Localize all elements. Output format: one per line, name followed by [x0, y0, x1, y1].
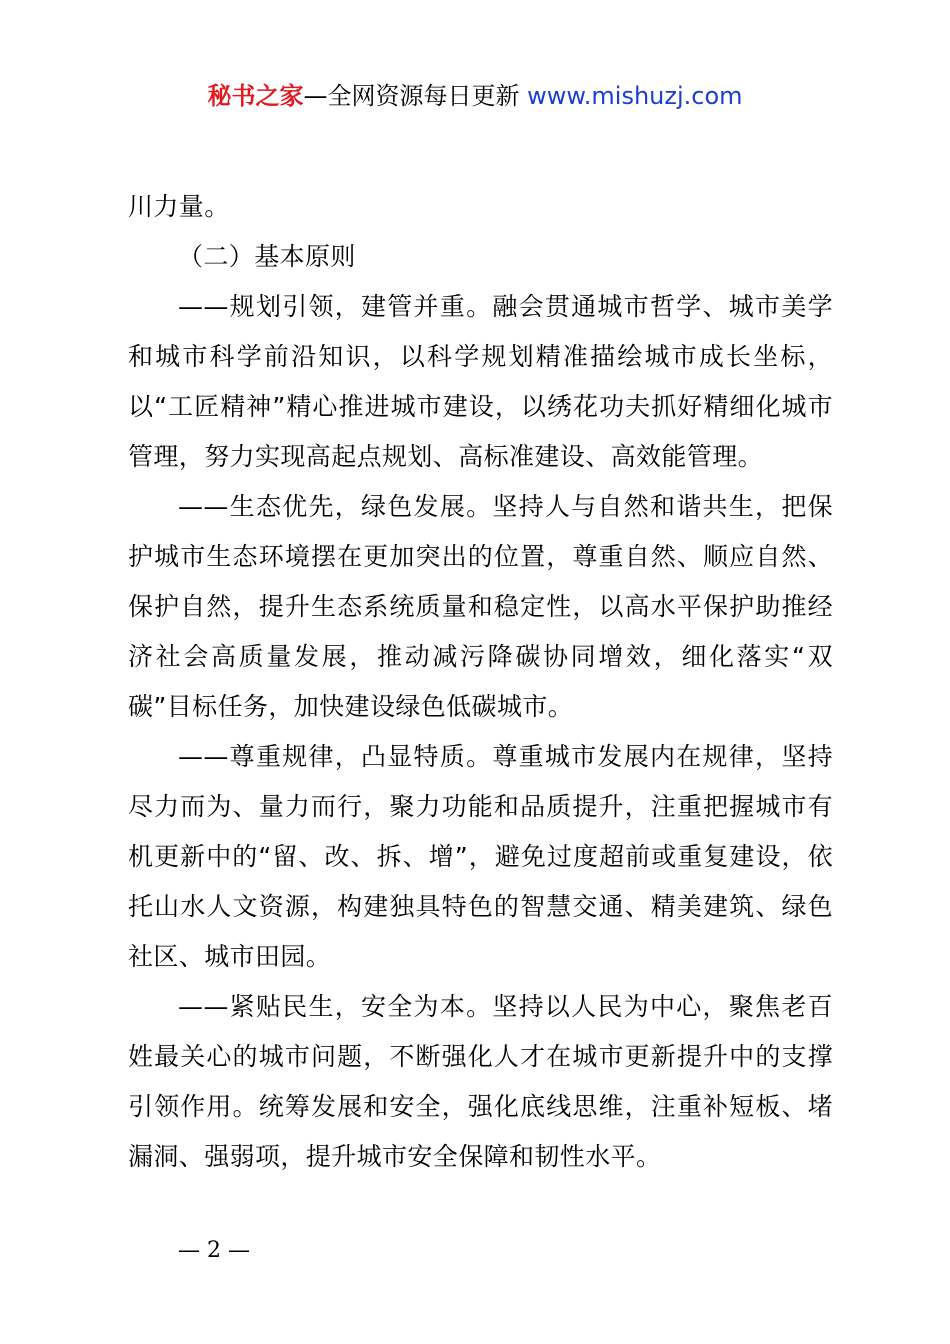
page-number: — 2 — [178, 1238, 250, 1263]
paragraph-planning: ——规划引领，建管并重。融会贯通城市哲学、城市美学和城市科学前沿知识，以科学规划精准描绘城市成长坐标，以“工匠精神”精心推进城市建设，以绣花功夫抓好精细化城市管理，努力实现高起点规划、高标准建设、高效能管理。 [128, 292, 833, 471]
paragraph-ecology: ——生态优先，绿色发展。坚持人与自然和谐共生，把保护城市生态环境摆在更加突出的位置，尊重自然、顺应自然、保护自然，提升生态系统质量和稳定性，以高水平保护助推经济社会高质量发展，推动减污降碳协同增效，细化落实“双碳”目标任务，加快建设绿色低碳城市。 [128, 492, 833, 721]
brand-tagline: —全网资源每日更新 [303, 82, 520, 110]
section-heading: （二）基本原则 [178, 242, 356, 271]
paragraph-livelihood: ——紧贴民生，安全为本。坚持以人民为中心，聚焦老百姓最关心的城市问题，不断强化人才在城市更新提升中的支撑引领作用。统筹发展和安全，强化底线思维，注重补短板、堵漏洞、强弱项，提升城市安全保障和韧性水平。 [128, 992, 833, 1171]
site-url[interactable]: www.mishuzj.com [527, 82, 743, 110]
paragraph-continuation: 川力量。 [128, 192, 230, 221]
brand-name: 秘书之家 [207, 82, 304, 110]
document-body [128, 182, 833, 1182]
site-watermark-header [0, 80, 950, 112]
paragraph-laws: ——尊重规律，凸显特质。尊重城市发展内在规律，坚持尽力而为、量力而行，聚力功能和品质提升，注重把握城市有机更新中的“留、改、拆、增”，避免过度超前或重复建设，依托山水人文资源，构建独具特色的智慧交通、精美建筑、绿色社区、城市田园。 [128, 742, 833, 971]
